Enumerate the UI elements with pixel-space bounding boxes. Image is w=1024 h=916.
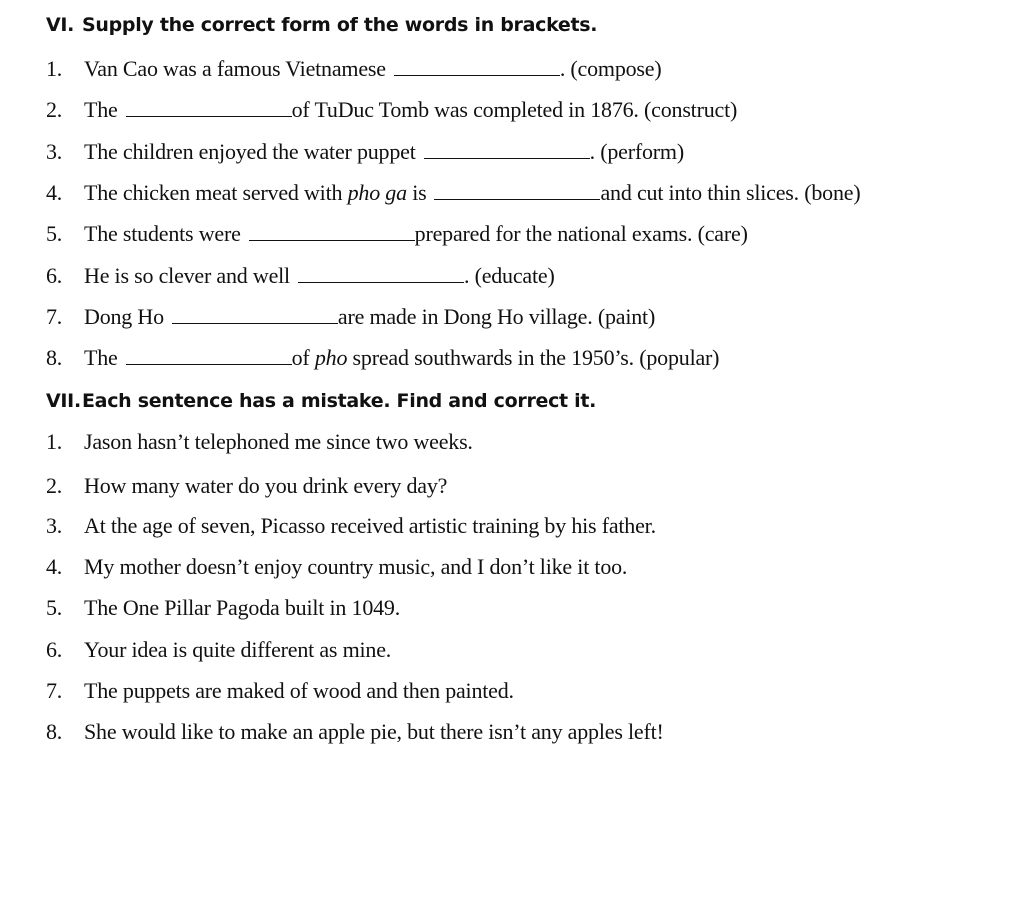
item-text: The One Pillar Pagoda built in 1049. [84,595,401,620]
exercise-6-item-7 [46,304,655,330]
section-7-number: VII. [46,390,81,412]
item-text: Van Cao was a famous Vietnamese [84,56,386,81]
item-text: . (perform) [589,139,684,164]
section-7-title: Each sentence has a mistake. Find and correct it. [82,390,597,412]
exercise-6-item-2 [46,97,737,123]
item-text: How many water do you drink every day? [84,473,448,498]
exercise-7-item-6 [46,637,391,663]
item-text: At the age of seven, Picasso received artistic training by his father. [84,513,656,538]
section-6-title: Supply the correct form of the words in brackets. [82,14,598,36]
item-number: 5. [46,595,63,620]
item-text: She would like to make an apple pie, but there isn’t any apples left! [84,719,664,744]
item-text: prepared for the national exams. (care) [414,221,748,246]
item-text: is [406,180,427,205]
item-text: Jason hasn’t telephoned me since two weeks. [84,429,473,454]
item-italic-text: pho ga [347,180,407,205]
exercise-6-item-4 [46,180,860,206]
item-text: of TuDuc Tomb was completed in 1876. (construct) [291,97,738,122]
exercise-7-item-5 [46,595,400,621]
exercise-7-item-4 [46,554,627,580]
item-number: 7. [46,304,63,329]
item-number: 6. [46,637,63,662]
item-text: My mother doesn’t enjoy country music, and I don’t like it too. [84,554,628,579]
exercise-7-item-2 [46,473,447,499]
answer-blank[interactable] [126,346,292,365]
exercise-6-item-1 [46,56,661,82]
item-number: 2. [46,97,63,122]
item-number: 8. [46,719,63,744]
item-number: 1. [46,429,63,454]
item-text: are made in Dong Ho village. (paint) [337,304,656,329]
exercise-7-item-3 [46,513,656,539]
item-number: 4. [46,554,63,579]
answer-blank[interactable] [126,98,292,117]
item-number: 8. [46,345,63,370]
item-number: 3. [46,513,63,538]
section-7-heading [46,390,596,412]
item-text: The children enjoyed the water puppet [84,139,416,164]
item-text: The [84,345,118,370]
answer-blank[interactable] [424,140,590,159]
item-text: The students were [84,221,241,246]
item-text: spread southwards in the 1950’s. (popular) [347,345,720,370]
item-number: 6. [46,263,63,288]
item-text: The puppets are maked of wood and then painted. [84,678,514,703]
item-text: and cut into thin slices. (bone) [600,180,861,205]
item-text: The chicken meat served with [84,180,348,205]
exercise-7-item-7 [46,678,514,704]
section-6-heading [46,14,597,36]
item-number: 2. [46,473,63,498]
item-text: The [84,97,118,122]
item-italic-text: pho [314,345,348,370]
answer-blank[interactable] [434,181,600,200]
item-number: 4. [46,180,63,205]
item-text: . (educate) [463,263,555,288]
item-number: 3. [46,139,63,164]
answer-blank[interactable] [249,222,415,241]
item-number: 1. [46,56,63,81]
item-text: . (compose) [559,56,662,81]
item-text: Dong Ho [84,304,164,329]
item-text: Your idea is quite different as mine. [84,637,392,662]
item-text: He is so clever and well [84,263,290,288]
answer-blank[interactable] [298,264,464,283]
item-number: 7. [46,678,63,703]
exercise-6-item-6 [46,263,555,289]
item-number: 5. [46,221,63,246]
answer-blank[interactable] [394,57,560,76]
exercise-6-item-8 [46,345,719,371]
exercise-6-item-3 [46,139,684,165]
section-6-number: VI. [46,14,75,36]
answer-blank[interactable] [172,305,338,324]
item-text: of [291,345,315,370]
exercise-6-item-5 [46,221,748,247]
exercise-7-item-8 [46,719,664,745]
exercise-7-item-1 [46,429,473,455]
